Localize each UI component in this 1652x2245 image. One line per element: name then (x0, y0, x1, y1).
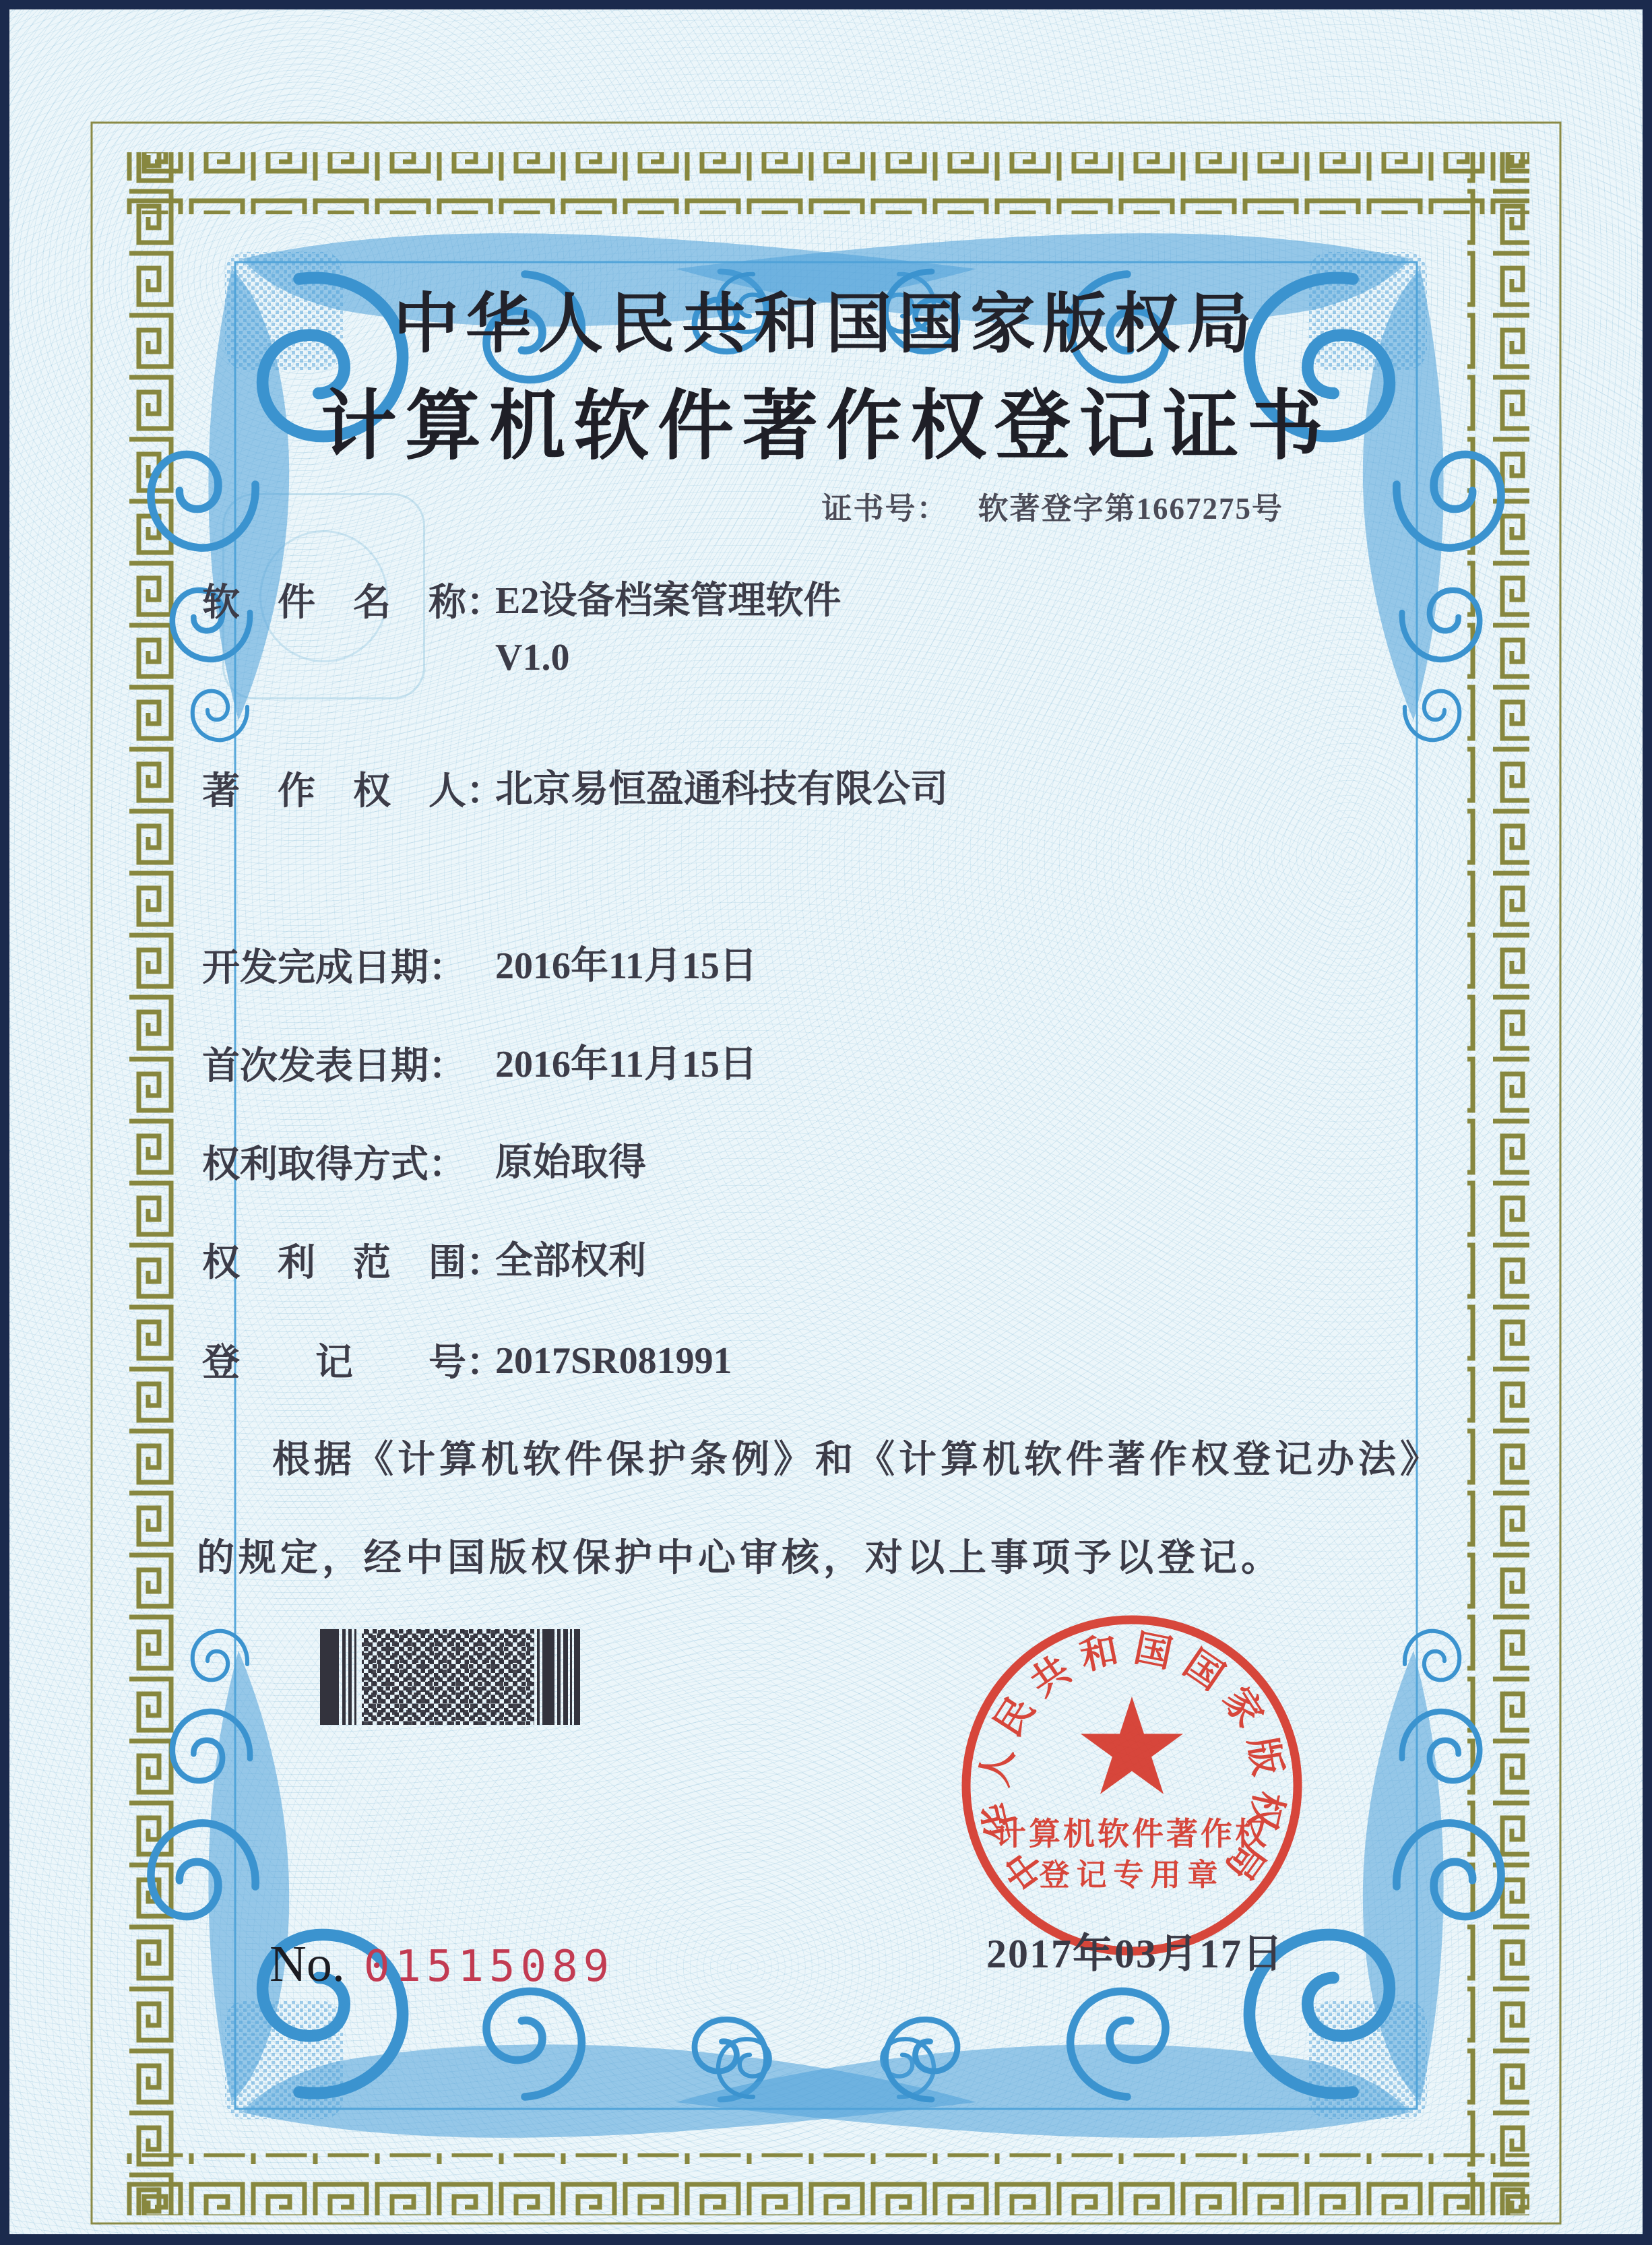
seal-ring (966, 1620, 1298, 1951)
rights-scope: 全部权利 (495, 1240, 646, 1282)
certificate-number-line (821, 484, 1283, 528)
field-label: 软 件 名 称： (202, 582, 504, 624)
registration-number: 2017SR081991 (495, 1340, 732, 1382)
field-rights-acquisition (202, 1135, 646, 1189)
barcode (320, 1629, 584, 1725)
field-label: 著 作 权 人： (202, 771, 504, 813)
software-version: V1.0 (495, 637, 570, 678)
registration-statement: 根据《计算机软件保护条例》和《计算机软件著作权登记办法》的规定，经中国版权保护中心审核，对以上事项予以登记。 (197, 1439, 1442, 1579)
first-publish-date: 2016年11月15日 (495, 1044, 757, 1085)
field-software-name (202, 573, 841, 678)
field-dev-complete-date (202, 938, 757, 992)
seal-line1: 计算机软件著作权 (994, 1817, 1269, 1852)
software-name: E2设备档案管理软件 (495, 580, 841, 622)
dev-complete-date: 2016年11月15日 (495, 945, 757, 987)
rights-acquisition: 原始取得 (495, 1142, 646, 1184)
seal-ring-text: 中华人民共和国国家版权局 (974, 1627, 1290, 1897)
field-value (495, 573, 841, 686)
field-label: 开发完成日期： (202, 947, 466, 989)
owner-name: 北京易恒盈通科技有限公司 (495, 769, 948, 811)
authority-title: 中华人民共和国国家版权局 (393, 288, 1259, 360)
serial-prefix: No. (269, 1936, 345, 1992)
field-label: 首次发表日期： (202, 1046, 466, 1087)
certificate-number-label: 证书号： (821, 492, 949, 526)
field-rights-scope (202, 1233, 646, 1287)
field-copyright-owner (202, 761, 948, 815)
serial-number: 01515089 (363, 1942, 615, 1992)
field-label: 权利取得方式： (202, 1144, 466, 1186)
issue-date: 2017年03月17日 (986, 1932, 1284, 1976)
certificate-title: 计算机软件著作权登记证书 (321, 385, 1331, 469)
field-first-publish-date (202, 1036, 757, 1090)
serial-number-line (269, 1935, 614, 1994)
field-registration-number (202, 1333, 732, 1387)
seal-star (1081, 1697, 1183, 1794)
seal-line2: 登记专用章 (1039, 1858, 1225, 1892)
field-label: 登 记 号： (202, 1342, 504, 1384)
certificate-number-value: 软著登字第1667275号 (978, 492, 1283, 526)
field-label: 权 利 范 围： (202, 1242, 504, 1284)
